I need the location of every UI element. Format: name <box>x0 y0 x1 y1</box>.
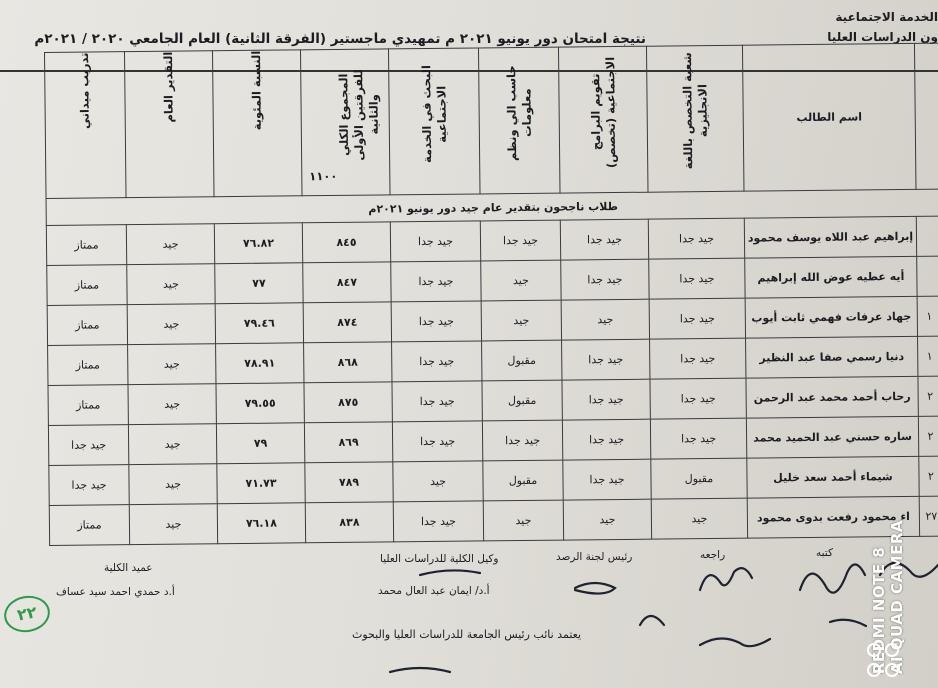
overall-grade: جيد <box>126 224 214 265</box>
col-total-header: المجموع الكلي للفرقتين الأولى والثانية١١٠٠ <box>300 49 390 196</box>
grade-programs: جيد جدا <box>562 339 650 380</box>
overall-grade: جيد <box>128 344 216 385</box>
grade-research: جيد جدا <box>392 341 482 382</box>
grade-computer: جيد <box>481 260 561 301</box>
field-training: ممتاز <box>49 505 129 546</box>
percentage: ٧٩.٤٦ <box>215 303 303 344</box>
student-name: إبراهيم عبد اللاه يوسف محمود <box>744 216 916 258</box>
grade-computer: مقبول <box>483 460 563 501</box>
grade-research: جيد <box>393 461 483 502</box>
header-faculty: الخدمة الاجتماعية <box>835 10 938 24</box>
student-name: دنيا رسمي صفا عبد النظير <box>746 336 918 378</box>
total-score: ٨٧٥ <box>304 382 392 423</box>
sig-vice-dean: وكيل الكلية للدراسات العليا <box>380 553 499 565</box>
grade-research: جيد جدا <box>392 381 482 422</box>
grade-english: مقبول <box>651 458 747 499</box>
page-title: نتيجة امتحان دور يونيو ٢٠٢١ م تمهيدي ماجستير (الفرقة الثانية) العام الجامعي ٢٠٢٠ / ٢٠٢١م <box>34 31 646 47</box>
grade-computer: جيد جدا <box>480 220 560 261</box>
grade-research: جيد جدا <box>392 421 482 462</box>
grade-programs: جيد جدا <box>560 219 648 260</box>
sig-reviewer: راجعه <box>700 549 726 561</box>
total-max: ١١٠٠ <box>309 168 338 184</box>
row-index: ١ <box>918 336 938 376</box>
student-name: أيه عطيه عوض الله إبراهيم <box>745 256 917 298</box>
field-training: ممتاز <box>48 385 128 426</box>
grade-research: جيد جدا <box>390 221 480 262</box>
approval-line: يعتمد نائب رئيس الجامعة للدراسات العليا والبحوث <box>352 628 582 641</box>
grade-computer: جيد <box>483 500 563 541</box>
student-name: اء محمود رفعت بدوى محمود <box>747 496 919 538</box>
grade-research: جيد جدا <box>393 501 483 542</box>
col-training-header: تدريب ميداني <box>45 52 127 199</box>
overall-grade: جيد <box>127 304 215 345</box>
grade-programs: جيد جدا <box>563 459 651 500</box>
col-programs-header: تقويم البرامج الاجتماعية (تخصص) <box>558 46 648 193</box>
col-percent-header: النسبة المئوية <box>212 50 302 197</box>
grade-english: جيد جدا <box>649 258 745 299</box>
overall-grade: جيد <box>128 384 216 425</box>
grade-research: جيد جدا <box>391 261 481 302</box>
row-index: ٢٧ <box>919 496 938 536</box>
percentage: ٧٧ <box>215 263 303 304</box>
col-research-header: البحث في الخدمة الاجتماعية <box>388 48 480 195</box>
field-training: ممتاز <box>46 225 126 266</box>
row-index: ١ <box>917 296 938 336</box>
page-number-stamp: ٢٢ <box>1 592 53 635</box>
sig-dean: عميد الكلية <box>104 562 153 574</box>
student-name: رحاب أحمد محمد عبد الرحمن <box>746 376 918 418</box>
sig-vice-dean-name: أ.د/ ايمان عبد العال محمد <box>378 585 490 597</box>
field-training: جيد جدا <box>49 465 129 506</box>
grade-english: جيد جدا <box>650 338 746 379</box>
row-index: ٢ <box>918 416 938 456</box>
percentage: ٧٩.٥٥ <box>216 383 304 424</box>
grade-programs: جيد جدا <box>562 419 650 460</box>
grade-programs: جيد جدا <box>561 259 649 300</box>
field-training: ممتاز <box>47 265 127 306</box>
grade-computer: مقبول <box>482 340 562 381</box>
total-score: ٨٦٩ <box>304 422 392 463</box>
overall-grade: جيد <box>128 424 216 465</box>
percentage: ٧٦.٨٢ <box>214 223 302 264</box>
camera-dots-icon <box>864 640 904 684</box>
percentage: ٧٨.٩١ <box>216 343 304 384</box>
grade-research: جيد جدا <box>391 301 481 342</box>
percentage: ٧١.٧٣ <box>217 463 305 504</box>
grade-programs: جيد <box>561 299 649 340</box>
col-grade-header: التقدير العام <box>125 51 215 198</box>
grade-english: جيد <box>651 498 747 539</box>
total-score: ٨٦٨ <box>304 342 392 383</box>
total-score: ٨٧٤ <box>303 302 391 343</box>
grade-english: جيد جدا <box>650 378 746 419</box>
sig-committee-head: رئيس لجنة الرصد <box>556 551 633 563</box>
grade-english: جيد جدا <box>649 298 745 339</box>
percentage: ٧٦.١٨ <box>217 503 305 544</box>
overall-grade: جيد <box>127 264 215 305</box>
total-score: ٧٨٩ <box>305 462 393 503</box>
grade-computer: جيد جدا <box>482 420 562 461</box>
col-english-header: شعبة التخصص باللغة الانجليزية <box>646 45 744 192</box>
field-training: ممتاز <box>48 345 128 386</box>
grade-programs: جيد <box>563 499 651 540</box>
field-training: جيد جدا <box>48 425 128 466</box>
section-title: طلاب ناجحون بتقدير عام جيد دور يونيو ٢٠٢١م <box>46 189 938 225</box>
student-name: شيماء أحمد سعد خليل <box>747 456 919 498</box>
total-score: ٨٤٥ <box>302 222 390 263</box>
row-index: ٢ <box>918 376 938 416</box>
total-score: ٨٣٨ <box>305 502 393 543</box>
grade-english: جيد جدا <box>650 418 746 459</box>
sig-dean-name: أ.د حمدي احمد سيد عساف <box>56 586 175 598</box>
overall-grade: جيد <box>129 464 217 505</box>
col-name-header: اسم الطالب <box>742 43 916 191</box>
percentage: ٧٩ <box>216 423 304 464</box>
header-department: ون الدراسات العليا <box>827 30 938 44</box>
col-computer-header: حاسب الي ونظم معلومات <box>478 47 560 194</box>
grade-programs: جيد جدا <box>562 379 650 420</box>
grade-computer: مقبول <box>482 380 562 421</box>
grade-english: جيد جدا <box>648 218 744 259</box>
grade-computer: جيد <box>481 300 561 341</box>
field-training: ممتاز <box>47 305 127 346</box>
row-index: ٢ <box>919 456 938 496</box>
sig-writer: كتبه <box>816 547 833 559</box>
student-name: ساره حسني عبد الحميد محمد <box>746 416 918 458</box>
student-name: جهاد عرفات فهمي ثابت أيوب <box>745 296 917 338</box>
total-score: ٨٤٧ <box>303 262 391 303</box>
watermark-text: REDMI NOTE 8 AI QUAD CAMERA <box>870 520 906 675</box>
overall-grade: جيد <box>129 504 217 545</box>
